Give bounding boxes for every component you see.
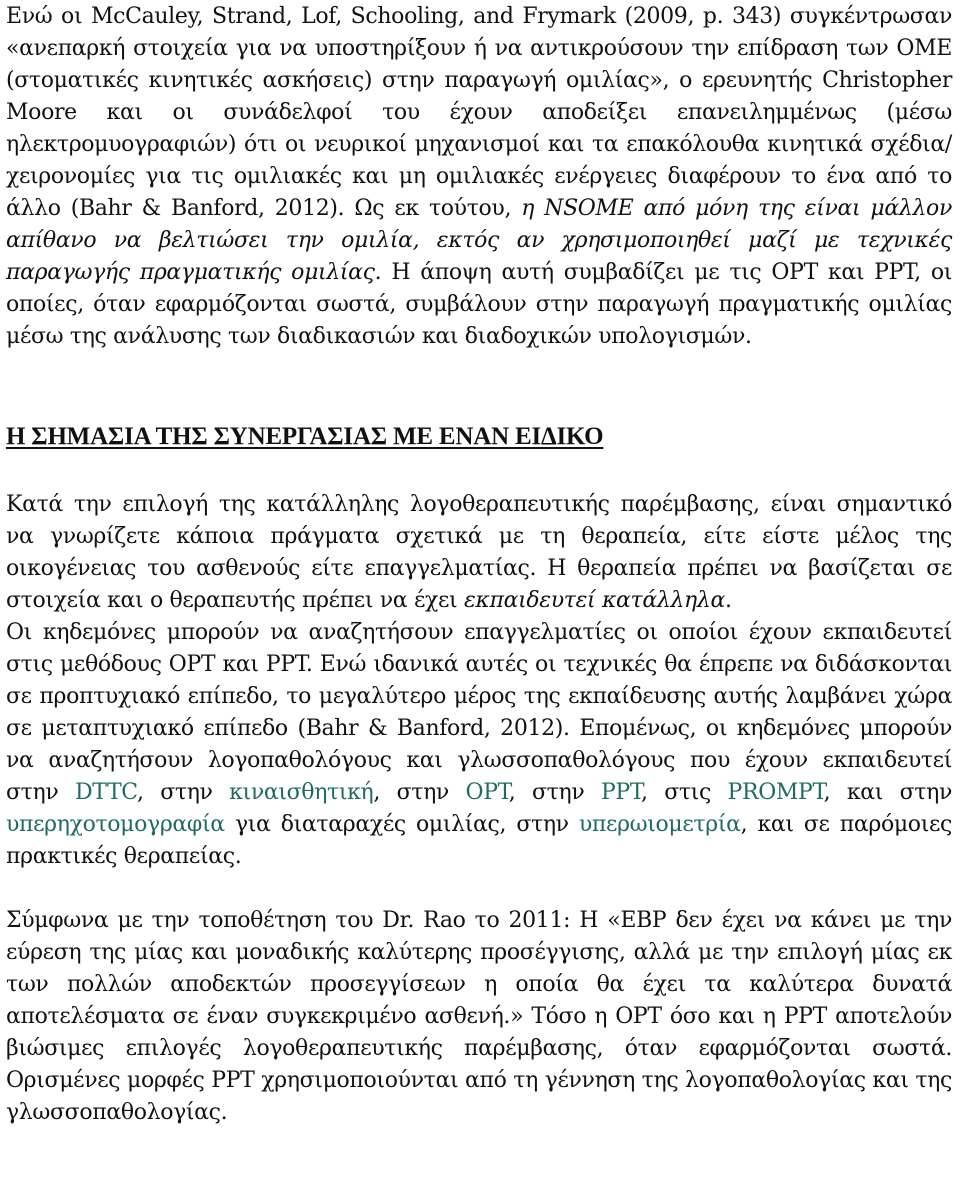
paragraph-rao-quote: Σύμφωνα με την τοποθέτηση του Dr. Rao το 2011: Η «EBP δεν έχει να κάνει με την εύρεση της μίας και μοναδικής καλύτερης προσέγγισης, αλλά με την επιλογή μίας εκ των πολλών αποδεκτών προσεγγίσεων η οποία θα έχει τα καλύτερα δυνατά αποτελέσματα σε έναν συγκεκριμένο ασθενή.» Τόσο η OPT όσο και η PPT αποτελούν βιώσιμες επιλογές λογοθεραπευτικής παρέμβασης, όταν εφαρμόζονται σωστά. Ορισμένες μορφές PPT χρησιμοποιούνται από τη γέννηση της λογοπαθολογίας και της γλωσσοπαθολογίας. — [6, 908, 952, 1125]
paragraph-text: για διαταραχές ομιλίας, στην — [224, 812, 579, 837]
paragraph-oral-motor-evidence — [6, 1, 952, 353]
paragraph-text: Κατά την επιλογή της κατάλληλης λογοθεραπευτικής παρέμβασης, είναι σημαντικό να γνωρίζετε κάποια πράγματα σχετικά με τη θεραπεία, είτε είστε μέλος της οικογένειας του ασθενούς είτε επαγγελματίας. Η θεραπεία πρέπει να βασίζεται σε στοιχεία και ο θεραπευτής πρέπει να έχει — [6, 492, 952, 613]
paragraph-text: Οι κηδεμόνες μπορούν να αναζητήσουν επαγγελματίες οι οποίοι έχουν εκπαιδευτεί στις μεθόδους OPT και PPT. Ενώ ιδανικά αυτές οι τεχνικές θα έπρεπε να διδάσκονται σε προπτυχιακό επίπεδο, το μεγαλύτερο μέρος της εκπαίδευσης αυτής λαμβάνει χώρα σε μεταπτυχιακό επίπεδο (Bahr & Banford, 2012). Επομένως, οι κηδεμόνες μπορούν να αναζητήσουν λογοπαθολόγους και γλωσσοπαθολόγους που έχουν εκπαιδευτεί στην — [6, 620, 952, 805]
paragraph-text: . Η άποψη αυτή συμβαδίζει με τις OPT και PPT, οι οποίες, όταν εφαρμόζονται σωστά, συμβάλουν στην παραγωγή πραγματικής ομιλίας μέσω της ανάλυσης των διαδικασιών και διαδοχικών υπολογισμών. — [6, 260, 952, 349]
link-prompt[interactable]: PROMPT — [727, 780, 824, 805]
paragraph-text: , στην — [508, 780, 601, 805]
italic-emphasis: εκπαιδευτεί κατάλληλα — [463, 588, 725, 613]
link-ppt[interactable]: PPT — [600, 780, 641, 805]
italic-emphasis: η NSOME από μόνη της είναι μάλλον απίθανο να βελτιώσει την ομιλία, εκτός αν χρησιμοποιηθεί μαζί με τεχνικές παραγωγής πραγματικής ομιλίας — [6, 196, 952, 285]
paragraph-trained-professionals — [6, 617, 952, 873]
link-velometry[interactable]: υπερωιομετρία — [578, 812, 741, 837]
paragraph-text: , στην — [373, 780, 466, 805]
paragraph-text: , και σε παρόμοιες πρακτικές θεραπείας. — [6, 812, 952, 869]
paragraph-choosing-therapy — [6, 489, 952, 617]
document-page — [0, 1, 960, 1189]
link-kinaisthitiki[interactable]: κιναισθητική — [229, 780, 374, 805]
paragraph-text: , στην — [136, 780, 230, 805]
paragraph-text: . — [724, 588, 732, 613]
link-opt[interactable]: OPT — [465, 780, 509, 805]
paragraph-text: , στις — [640, 780, 728, 805]
link-ultrasound[interactable]: υπερηχοτομογραφία — [6, 812, 225, 837]
link-dttc[interactable]: DTTC — [74, 780, 137, 805]
paragraph-text: Ενώ οι McCauley, Strand, Lof, Schooling, and Frymark (2009, p. 343) συγκέντρωσαν «ανεπαρκή στοιχεία για να υποστηρίξουν ή να αντικρούσουν την επίδραση των ΟΜΕ (στοματικές κινητικές ασκήσεις) στην παραγωγή ομιλίας», ο ερευνητής Christopher Moore και οι συνάδελφοί του έχουν αποδείξει επανειλημμένως (μέσω ηλεκτρομυογραφιών) ότι οι νευρικοί μηχανισμοί και τα επακόλουθα κινητικά σχέδια/χειρονομίες για τις ομιλιακές και μη ομιλιακές ενέργειες διαφέρουν το ένα από το άλλο (Bahr & Banford, 2012). Ως εκ τούτου, — [6, 4, 952, 221]
section-heading: Η ΣΗΜΑΣΙΑ ΤΗΣ ΣΥΝΕΡΓΑΣΙΑΣ ΜΕ ΕΝΑΝ ΕΙΔΙΚΟ — [6, 423, 604, 450]
paragraph-text: , και στην — [823, 780, 952, 805]
